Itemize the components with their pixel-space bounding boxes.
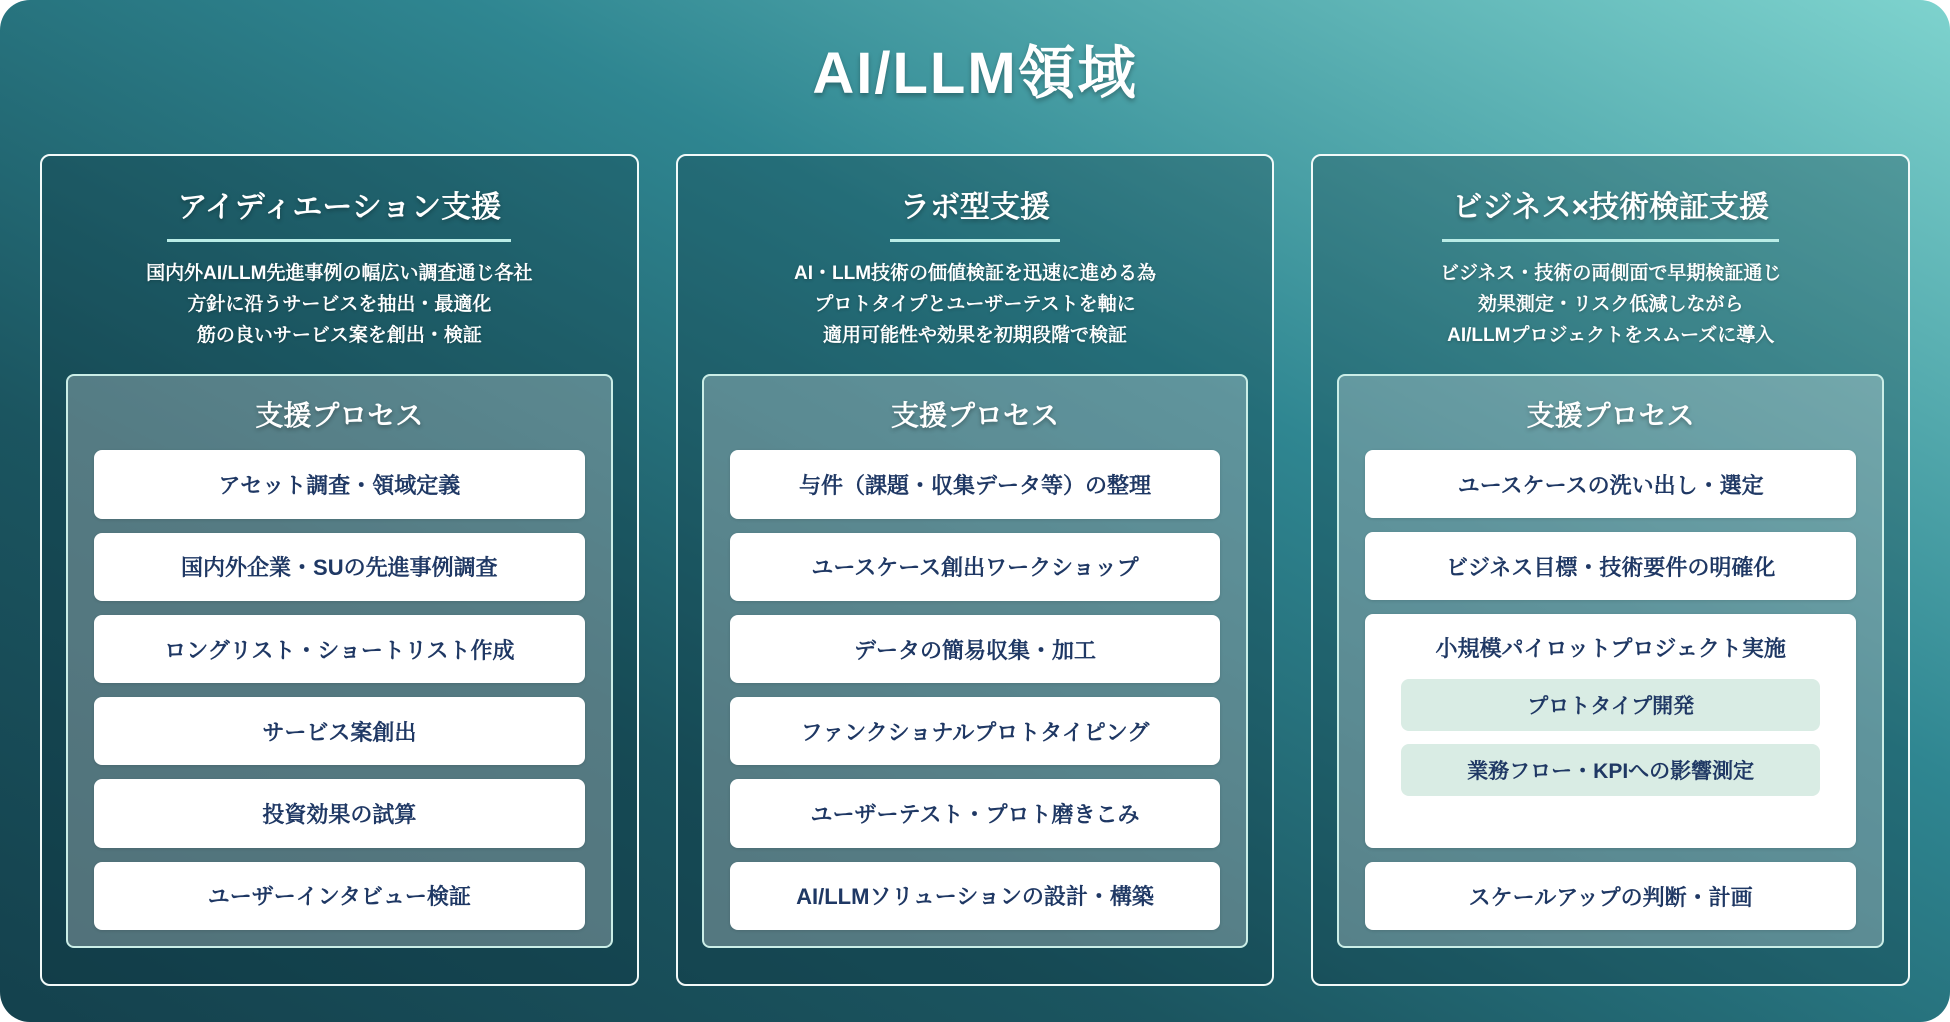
- process-steps: [1365, 450, 1856, 930]
- card-description: [1337, 259, 1884, 351]
- card-description-line: AI/LLMプロジェクトをスムーズに導入: [1447, 324, 1775, 346]
- process-step: AI/LLMソリューションの設計・構築: [730, 862, 1221, 930]
- card-title: [1337, 182, 1884, 242]
- process-panel: [702, 374, 1249, 948]
- process-title: 支援プロセス: [1526, 400, 1695, 432]
- columns-row: [0, 154, 1950, 986]
- process-steps: [730, 450, 1221, 930]
- process-step: サービス案創出: [94, 697, 585, 765]
- process-substep: プロトタイプ開発: [1401, 679, 1820, 731]
- process-step: スケールアップの判断・計画: [1365, 862, 1856, 930]
- process-step: 国内外企業・SUの先進事例調査: [94, 533, 585, 601]
- card-description-line: 筋の良いサービス案を創出・検証: [196, 324, 482, 346]
- process-panel: [1337, 374, 1884, 948]
- process-step: データの簡易収集・加工: [730, 615, 1221, 683]
- process-title: 支援プロセス: [255, 400, 424, 432]
- process-title: 支援プロセス: [891, 400, 1060, 432]
- process-step: ユーザーテスト・プロト磨きこみ: [730, 779, 1221, 847]
- card-description-line: ビジネス・技術の両側面で早期検証通じ: [1439, 263, 1782, 284]
- column-card-business-tech: [1311, 154, 1910, 986]
- process-substep: 業務フロー・KPIへの影響測定: [1401, 744, 1820, 796]
- process-step: ユーザーインタビュー検証: [94, 862, 585, 930]
- process-step: 与件（課題・収集データ等）の整理: [730, 450, 1221, 518]
- process-step: アセット調査・領域定義: [94, 450, 585, 518]
- column-card-lab: [676, 154, 1275, 986]
- process-step: ユースケースの洗い出し・選定: [1365, 450, 1856, 518]
- card-description-line: AI・LLM技術の価値検証を迅速に進める為: [793, 263, 1157, 284]
- process-step: ビジネス目標・技術要件の明確化: [1365, 532, 1856, 600]
- process-step: ロングリスト・ショートリスト作成: [94, 615, 585, 683]
- card-title: [66, 182, 613, 242]
- card-description-line: 効果測定・リスク低減しながら: [1477, 293, 1744, 315]
- card-description: [66, 259, 613, 351]
- card-description-line: 適用可能性や効果を初期段階で検証: [823, 324, 1128, 346]
- card-description-line: プロトタイプとユーザーテストを軸に: [814, 293, 1136, 315]
- column-card-ideation: [40, 154, 639, 986]
- process-step: ファンクショナルプロトタイピング: [730, 697, 1221, 765]
- process-step-label: 小規模パイロットプロジェクト実施: [1435, 636, 1786, 662]
- process-step: ユースケース創出ワークショップ: [730, 533, 1221, 601]
- card-title-text: ラボ型支援: [890, 182, 1060, 242]
- process-step: 投資効果の試算: [94, 779, 585, 847]
- card-description-line: 方針に沿うサービスを抽出・最適化: [187, 293, 492, 315]
- card-title-text: ビジネス×技術検証支援: [1442, 182, 1779, 242]
- process-step-composite: [1365, 614, 1856, 848]
- card-description: [702, 259, 1249, 351]
- card-title-text: アイディエーション支援: [167, 182, 511, 242]
- page-title: AI/LLM領域: [812, 41, 1138, 106]
- card-title: [702, 182, 1249, 242]
- process-steps: [94, 450, 585, 930]
- card-description-line: 国内外AI/LLM先進事例の幅広い調査通じ各社: [146, 263, 533, 284]
- process-panel: [66, 374, 613, 948]
